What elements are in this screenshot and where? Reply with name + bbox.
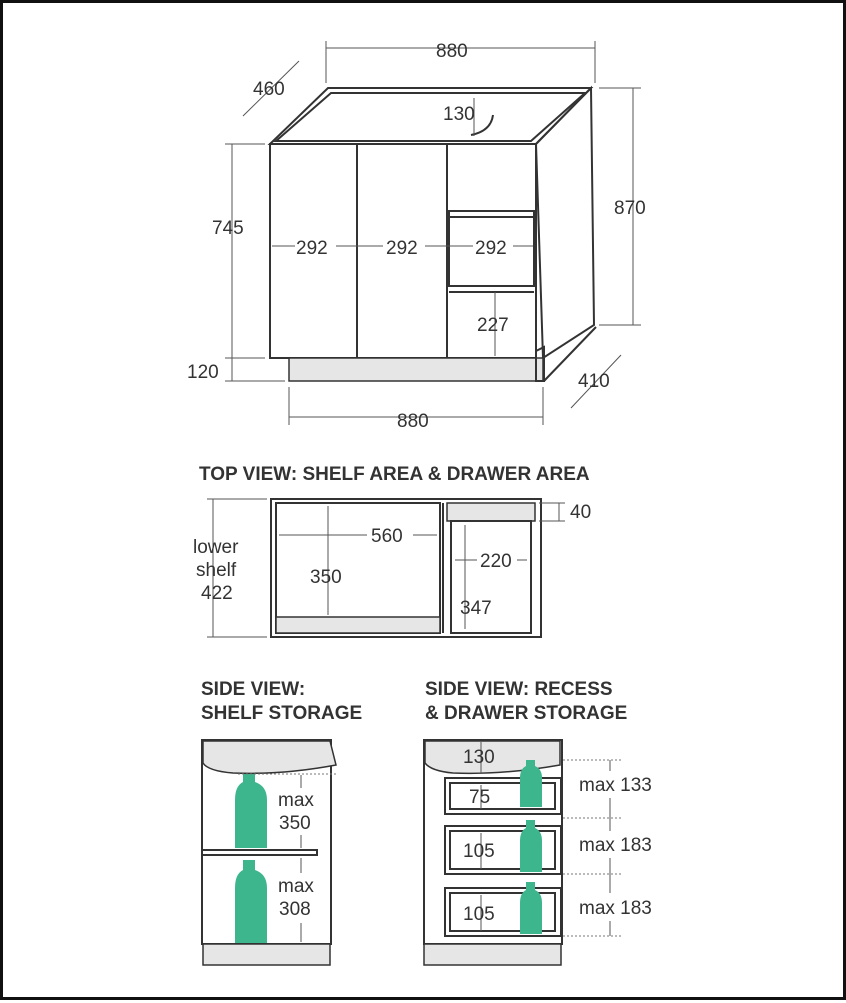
label-lower-shelf-val: 422 bbox=[201, 583, 233, 604]
front-view bbox=[187, 41, 646, 432]
cabinet-top-inner bbox=[276, 93, 585, 141]
label-height-body: 745 bbox=[212, 218, 244, 239]
label-depth-bottom: 410 bbox=[578, 371, 610, 392]
label-top-width: 880 bbox=[436, 41, 468, 62]
label-depth-top: 460 bbox=[253, 79, 285, 100]
label-shelf: shelf bbox=[196, 560, 237, 581]
label-drawer3: 105 bbox=[463, 904, 495, 925]
top-view-title: TOP VIEW: SHELF AREA & DRAWER AREA bbox=[199, 464, 590, 485]
label-height-total: 870 bbox=[614, 198, 646, 219]
side-shelf-board bbox=[202, 850, 317, 855]
label-door-w2: 292 bbox=[386, 238, 418, 259]
label-bottom-width: 880 bbox=[397, 411, 429, 432]
bottle-lower bbox=[235, 860, 267, 943]
label-plinth-h: 120 bbox=[187, 362, 219, 383]
label-drawer-d: 347 bbox=[460, 598, 492, 619]
label-max-val-2: 308 bbox=[279, 899, 311, 920]
plinth bbox=[289, 358, 543, 381]
label-shelf-d: 350 bbox=[310, 567, 342, 588]
shelf-area bbox=[276, 503, 440, 633]
label-max-2: max bbox=[278, 876, 314, 897]
label-drawer2: 105 bbox=[463, 841, 495, 862]
bottle-drawer-3 bbox=[520, 882, 542, 934]
label-top-gap: 40 bbox=[570, 502, 592, 523]
label-basin-height: 130 bbox=[443, 104, 475, 125]
side-shelf-top bbox=[203, 741, 336, 773]
label-lower: lower bbox=[193, 537, 239, 558]
side-shelf-title-2: SHELF STORAGE bbox=[201, 703, 363, 724]
side-shelf-plinth bbox=[203, 944, 330, 965]
label-max3: max 183 bbox=[579, 898, 652, 919]
side-view-recess bbox=[424, 679, 652, 965]
top-view bbox=[193, 464, 591, 637]
bottle-drawer-2 bbox=[520, 820, 542, 872]
label-drawer1: 75 bbox=[469, 787, 491, 808]
label-max-val-1: 350 bbox=[279, 813, 311, 834]
label-drawer-h: 227 bbox=[477, 315, 509, 336]
label-recess: 130 bbox=[463, 747, 495, 768]
side-recess-title-1: SIDE VIEW: RECESS bbox=[425, 679, 613, 700]
bottle-upper bbox=[235, 774, 267, 848]
vanity-diagram bbox=[3, 3, 846, 1003]
label-drawer-w: 220 bbox=[480, 551, 512, 572]
recess-top bbox=[447, 503, 535, 521]
label-door-w1: 292 bbox=[296, 238, 328, 259]
label-max1: max 133 bbox=[579, 775, 652, 796]
label-max2: max 183 bbox=[579, 835, 652, 856]
side-recess-plinth bbox=[424, 944, 561, 965]
side-view-shelf bbox=[201, 679, 362, 965]
label-max-1: max bbox=[278, 790, 314, 811]
shelf-front-lip bbox=[276, 617, 440, 633]
side-shelf-title-1: SIDE VIEW: bbox=[201, 679, 306, 700]
label-shelf-w: 560 bbox=[371, 526, 403, 547]
label-door-w3: 292 bbox=[475, 238, 507, 259]
side-recess-title-2: & DRAWER STORAGE bbox=[425, 703, 628, 724]
